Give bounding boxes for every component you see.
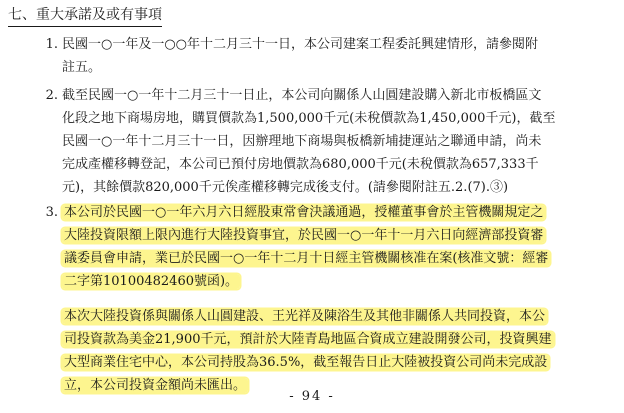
highlighted-text: 大型商業住宅中心，本公司持股為36.5%，截至報告日止大陸被投資公司尚未完成設 — [64, 355, 548, 370]
highlighted-text: 議委員會申請，業已於民國一○一年十二月十日經主管機關核准在案(核准文號：經審 — [64, 251, 549, 266]
highlighted-text: 本次大陸投資係與關係人山圓建設、王光祥及陳浴生及其他非關係人共同投資，本公 — [64, 309, 546, 324]
item-number: 2. — [45, 88, 58, 103]
item-number: 3. — [45, 205, 58, 220]
page-number: - 94 - — [289, 389, 335, 404]
highlighted-text: 二字第10100482460號函)。 — [64, 274, 239, 289]
text-line: 元)，其餘價款820,000千元俟產權移轉完成後支付。(請參閱附註五.2.(7).③) — [62, 180, 509, 195]
highlighted-text: 本公司於民國一○一年六月六日經股東常會決議通過，授權董事會於主管機關規定之 — [64, 205, 544, 220]
section-heading: 七、重大承諾及或有事項 — [8, 5, 162, 27]
text-line: 民國一○一年十二月三十一日，因辦理地下商場與板橋新埔捷運站之聯通申請，尚未 — [62, 134, 542, 149]
text-line: 民國一○一年及一○○年十二月三十一日，本公司建案工程委託興建情形，請參閱附 — [62, 37, 539, 52]
text-line: 化段之地下商場房地，購買價款為1,500,000千元(未稅價款為1,450,000千元)，截至 — [62, 111, 556, 126]
item-number: 1. — [45, 37, 58, 52]
text-line: 截至民國一○一年十二月三十一日止，本公司向關係人山圓建設購入新北市板橋區文 — [62, 88, 542, 103]
highlighted-text: 大陸投資限額上限內進行大陸投資事宜，於民國一○一年十一月六日向經濟部投資審 — [64, 228, 544, 243]
highlighted-text: 立，本公司投資金額尚未匯出。 — [64, 378, 247, 393]
text-line: 完成產權移轉登記，本公司已預付房地價款為680,000千元(未稅價款為657,333千 — [62, 157, 539, 172]
highlighted-text: 司投資款為美金21,900千元，預計於大陸青島地區合資成立建設開發公司，投資興建 — [64, 332, 552, 347]
text-line: 註五。 — [62, 60, 102, 75]
